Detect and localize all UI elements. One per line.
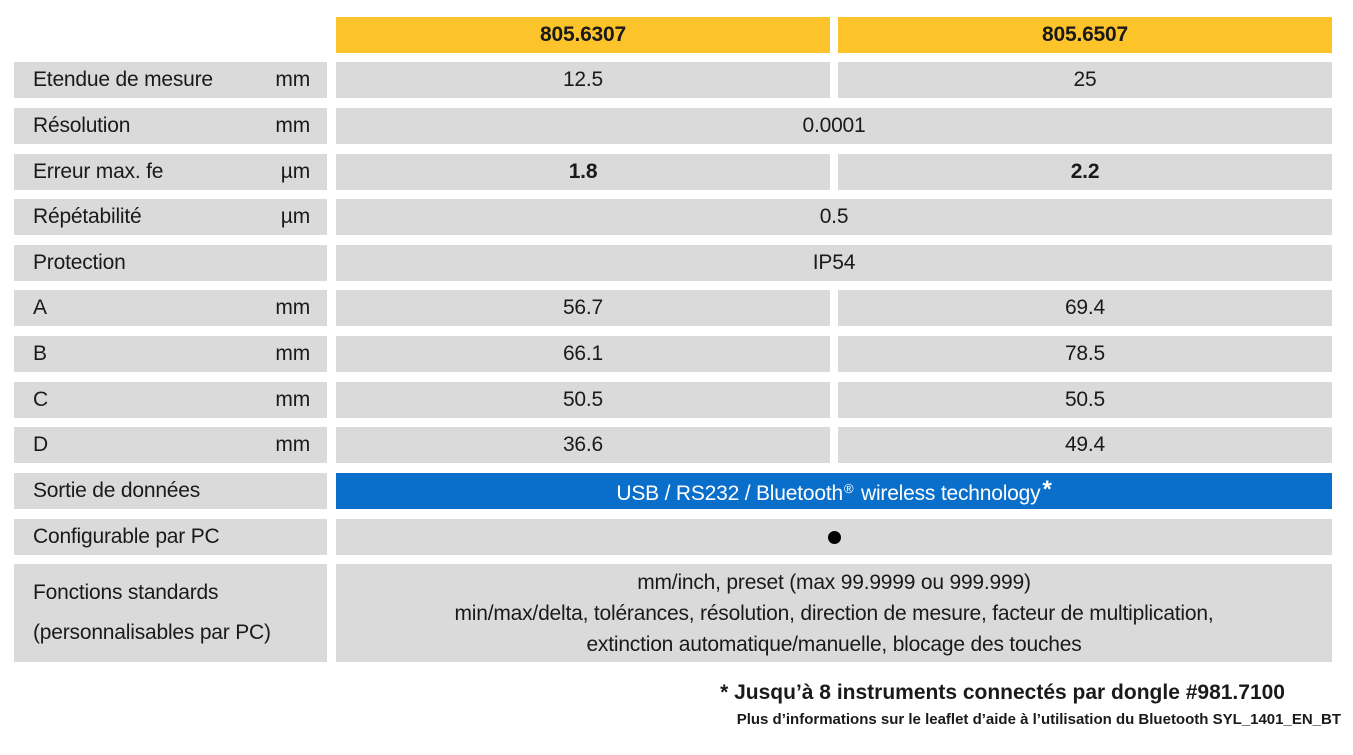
row-unit: mm: [275, 433, 310, 456]
row-label-text: Etendue de mesure: [33, 68, 213, 91]
row-label-repeatability: [14, 199, 327, 235]
cell-value-merged: [336, 519, 1332, 555]
cell-value: 49.4: [838, 427, 1332, 463]
cell-value-data-output: [336, 473, 1332, 509]
row-unit: mm: [275, 342, 310, 365]
row-label-text: C: [33, 388, 48, 411]
row-label-text: Protection: [33, 251, 126, 274]
row-label-resolution: [14, 108, 327, 144]
row-unit: mm: [275, 296, 310, 319]
row-label-text: A: [33, 296, 47, 319]
footnote-bluetooth-leaflet: Plus d’informations sur le leaflet d’aide à l’utilisation du Bluetooth SYL_1401_EN_BT: [736, 711, 1341, 728]
cell-value: 1.8: [336, 154, 830, 190]
row-label-measuring-range: [14, 62, 327, 98]
cell-value: 50.5: [838, 382, 1332, 418]
cell-value-merged: IP54: [336, 245, 1332, 281]
cell-value: 2.2: [838, 154, 1332, 190]
cell-value: 25: [838, 62, 1332, 98]
data-output-text: USB / RS232 / Bluetooth® wireless technology*: [616, 476, 1052, 505]
header-model-805-6507: 805.6507: [838, 17, 1332, 53]
row-label-dimension-a: [14, 290, 327, 326]
row-label-text: Résolution: [33, 114, 131, 137]
cell-value-merged: 0.5: [336, 199, 1332, 235]
functions-line2: min/max/delta, tolérances, résolution, direction de mesure, facteur de multiplication,: [454, 601, 1214, 625]
functions-line1: mm/inch, preset (max 99.9999 ou 999.999): [637, 570, 1031, 594]
row-label-dimension-b: [14, 336, 327, 372]
row-label-text: Répétabilité: [33, 205, 142, 228]
row-label-protection: [14, 245, 327, 281]
row-unit: µm: [280, 205, 310, 228]
row-label-pc-configurable: [14, 519, 327, 555]
cell-value: 56.7: [336, 290, 830, 326]
cell-value: 50.5: [336, 382, 830, 418]
row-label-text: Configurable par PC: [33, 525, 220, 548]
header-model-805-6307: 805.6307: [336, 17, 830, 53]
row-label-dimension-d: [14, 427, 327, 463]
row-label-max-error: [14, 154, 327, 190]
row-label-text: Erreur max. fe: [33, 160, 164, 183]
functions-line3: extinction automatique/manuelle, blocage des touches: [586, 632, 1082, 656]
row-unit: µm: [280, 160, 310, 183]
row-label-text: D: [33, 433, 48, 456]
bullet-dot-icon: [828, 531, 841, 544]
row-label-data-output: [14, 473, 327, 509]
cell-value: 78.5: [838, 336, 1332, 372]
row-label-text: B: [33, 342, 47, 365]
row-unit: mm: [275, 114, 310, 137]
row-label-standard-functions: [14, 564, 327, 662]
row-label-line2: (personnalisables par PC): [33, 621, 271, 644]
row-label-text: Sortie de données: [33, 479, 201, 502]
row-unit: mm: [275, 388, 310, 411]
row-unit: mm: [275, 68, 310, 91]
footnote-dongle: * Jusqu’à 8 instruments connectés par dongle #981.7100: [720, 681, 1285, 704]
cell-value-standard-functions: [336, 564, 1332, 662]
cell-value: 69.4: [838, 290, 1332, 326]
row-label-line1: Fonctions standards: [33, 581, 219, 604]
cell-value-merged: 0.0001: [336, 108, 1332, 144]
cell-value: 66.1: [336, 336, 830, 372]
row-label-dimension-c: [14, 382, 327, 418]
cell-value: 36.6: [336, 427, 830, 463]
cell-value: 12.5: [336, 62, 830, 98]
